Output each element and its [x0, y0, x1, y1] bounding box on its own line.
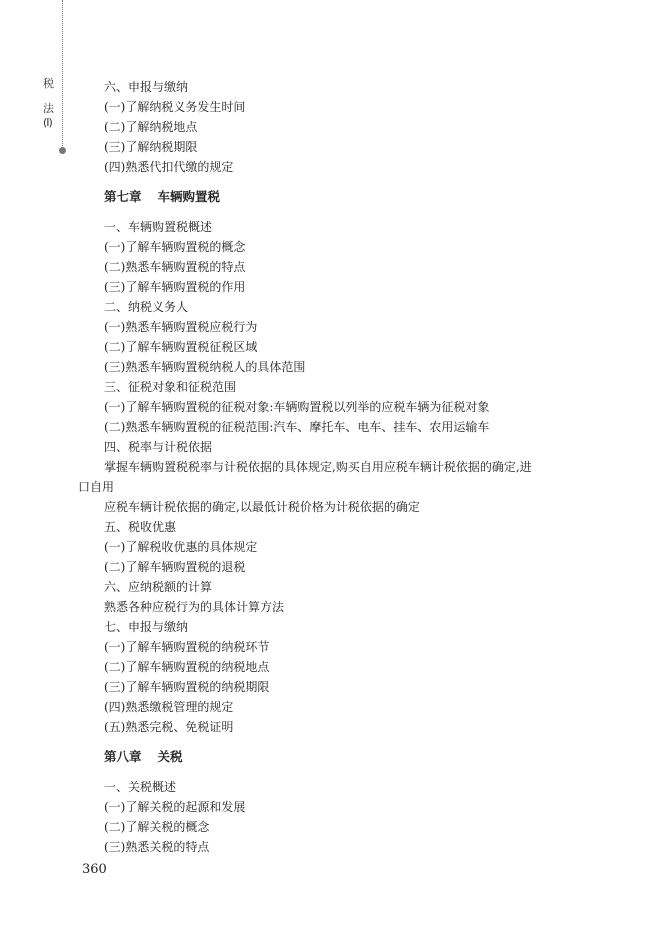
side-label-tax: 税 [43, 77, 54, 90]
outline-line: (二)了解纳税地点 [104, 120, 198, 134]
outline-line: 一、车辆购置税概述 [104, 220, 213, 234]
outline-line: (四)熟悉代扣代缴的规定 [104, 160, 234, 174]
page-number: 360 [82, 862, 107, 877]
chapter-title: 关税 [157, 749, 183, 764]
outline-line: 三、征税对象和征税范围 [104, 380, 237, 394]
outline-line: (一)了解纳税义务发生时间 [104, 100, 246, 114]
outline-line: 二、纳税义务人 [104, 300, 189, 314]
outline-line: (一)了解车辆购置税的征税对象:车辆购置税以列举的应税车辆为征税对象 [104, 400, 490, 414]
outline-line: (一)了解车辆购置税的概念 [104, 240, 246, 254]
page-content [78, 77, 584, 857]
outline-line: (二)了解车辆购置税的纳税地点 [104, 660, 270, 674]
side-label-law: 法 [43, 102, 54, 115]
outline-line: (三)熟悉车辆购置税纳税人的具体范围 [104, 360, 306, 374]
outline-line: (三)了解纳税期限 [104, 140, 198, 154]
paragraph-line-1: 掌握车辆购置税税率与计税依据的具体规定,购买自用应税车辆计税依据的确定,进 [104, 460, 532, 474]
outline-line: 六、应纳税额的计算 [104, 580, 213, 594]
section-block-3 [104, 497, 584, 737]
outline-line: (二)了解车辆购置税的退税 [104, 560, 246, 574]
outline-line: (五)熟悉完税、免税证明 [104, 720, 234, 734]
outline-line: (二)了解关税的概念 [104, 820, 210, 834]
chapter-8-heading [104, 747, 584, 767]
outline-line: 四、税率与计税依据 [104, 440, 213, 454]
outline-line: (三)了解车辆购置税的纳税期限 [104, 680, 270, 694]
section-block-1 [104, 77, 584, 177]
chapter-title: 车辆购置税 [157, 189, 221, 204]
outline-line: (二)了解车辆购置税征税区域 [104, 340, 258, 354]
outline-line: (一)了解车辆购置税的纳税环节 [104, 640, 270, 654]
chapter-number: 第八章 [104, 749, 142, 764]
outline-line: (一)了解关税的起源和发展 [104, 800, 246, 814]
paragraph-line-2: 口自用 [78, 480, 115, 494]
outline-line: (三)熟悉关税的特点 [104, 840, 210, 854]
outline-line: 一、关税概述 [104, 780, 177, 794]
section-block-2 [78, 217, 584, 497]
chapter-number: 第七章 [104, 189, 142, 204]
margin-dot [59, 147, 66, 154]
outline-line: 五、税收优惠 [104, 520, 177, 534]
outline-line: 应税车辆计税依据的确定,以最低计税价格为计税依据的确定 [104, 500, 420, 514]
outline-line: 六、申报与缴纳 [104, 80, 189, 94]
outline-line: (三)了解车辆购置税的作用 [104, 280, 246, 294]
outline-line: 七、申报与缴纳 [104, 620, 189, 634]
outline-line: (一)了解税收优惠的具体规定 [104, 540, 258, 554]
outline-line: (二)熟悉车辆购置税的特点 [104, 260, 246, 274]
section-block-4 [104, 777, 584, 857]
side-label-volume: (Ⅰ) [43, 116, 52, 129]
margin-rail [62, 0, 63, 150]
outline-line: (二)熟悉车辆购置税的征税范围:汽车、摩托车、电车、挂车、农用运输车 [104, 420, 490, 434]
outline-line: (四)熟悉缴税管理的规定 [104, 700, 234, 714]
outline-line: (一)熟悉车辆购置税应税行为 [104, 320, 258, 334]
chapter-7-heading [104, 187, 584, 207]
outline-line: 熟悉各种应税行为的具体计算方法 [104, 600, 285, 614]
